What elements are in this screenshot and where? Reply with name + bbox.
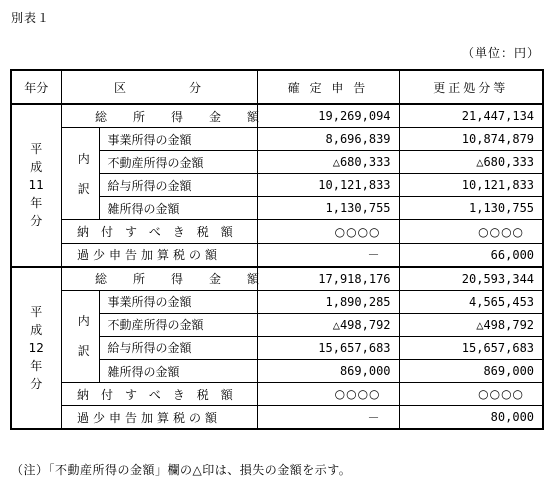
- real-estate-income-label: 不動産所得の金額: [99, 151, 257, 174]
- business-income-filed: 1,890,285: [257, 290, 399, 313]
- total-income-filed: 17,918,176: [257, 267, 399, 291]
- tax-due-filed: ○○○○: [257, 220, 399, 243]
- tax-due-corrected: ○○○○: [399, 383, 543, 406]
- tax-due-corrected: ○○○○: [399, 220, 543, 243]
- salary-income-corrected: 10,121,833: [399, 174, 543, 197]
- tax-due-label: 納付すべき税額: [69, 220, 257, 243]
- year-cell: 平 成 11 年 分: [11, 104, 61, 267]
- business-income-corrected: 4,565,453: [399, 290, 543, 313]
- misc-income-corrected: 869,000: [399, 360, 543, 383]
- business-income-corrected: 10,874,879: [399, 128, 543, 151]
- business-income-label: 事業所得の金額: [99, 128, 257, 151]
- salary-income-corrected: 15,657,683: [399, 336, 543, 359]
- total-income-label: 総所得金額: [69, 104, 257, 128]
- misc-income-label: 雑所得の金額: [99, 197, 257, 220]
- salary-income-label: 給与所得の金額: [99, 336, 257, 359]
- salary-income-filed: 15,657,683: [257, 336, 399, 359]
- real-estate-income-corrected: △498,792: [399, 313, 543, 336]
- business-income-label: 事業所得の金額: [99, 290, 257, 313]
- table-row: [11, 290, 543, 313]
- tax-due-label: 納付すべき税額: [69, 383, 257, 406]
- header-filed: 確 定 申 告: [257, 70, 399, 104]
- table-row: [11, 383, 543, 406]
- table-row: [11, 220, 543, 243]
- total-income-filed: 19,269,094: [257, 104, 399, 128]
- misc-income-filed: 869,000: [257, 360, 399, 383]
- table-row: [11, 128, 543, 151]
- penalty-tax-corrected: 66,000: [399, 243, 543, 267]
- header-row: [11, 70, 543, 104]
- penalty-tax-label: 過少申告加算税の額: [69, 406, 257, 430]
- header-category: 区 分: [61, 70, 257, 104]
- misc-income-filed: 1,130,755: [257, 197, 399, 220]
- table-row: [11, 267, 543, 291]
- tax-due-filed: ○○○○: [257, 383, 399, 406]
- year-cell: 平 成 12 年 分: [11, 267, 61, 430]
- breakdown-label: 内 訳: [69, 128, 99, 220]
- table-row: [11, 406, 543, 430]
- penalty-tax-filed: －: [257, 406, 399, 430]
- real-estate-income-label: 不動産所得の金額: [99, 313, 257, 336]
- table-row: [11, 243, 543, 267]
- misc-income-corrected: 1,130,755: [399, 197, 543, 220]
- footnote: （注）「不動産所得の金額」欄の△印は、損失の金額を示す。: [11, 463, 352, 477]
- unit-label: （単位：円）: [461, 46, 540, 60]
- penalty-tax-filed: －: [257, 243, 399, 267]
- total-income-corrected: 20,593,344: [399, 267, 543, 291]
- penalty-tax-corrected: 80,000: [399, 406, 543, 430]
- income-table: [10, 69, 544, 430]
- header-corrected: 更正処分等: [399, 70, 543, 104]
- real-estate-income-corrected: △680,333: [399, 151, 543, 174]
- penalty-tax-label: 過少申告加算税の額: [69, 243, 257, 267]
- salary-income-filed: 10,121,833: [257, 174, 399, 197]
- misc-income-label: 雑所得の金額: [99, 360, 257, 383]
- document-title: 別表１: [11, 11, 51, 25]
- header-year: 年分: [11, 70, 61, 104]
- real-estate-income-filed: △680,333: [257, 151, 399, 174]
- table-row: [11, 104, 543, 128]
- real-estate-income-filed: △498,792: [257, 313, 399, 336]
- salary-income-label: 給与所得の金額: [99, 174, 257, 197]
- total-income-corrected: 21,447,134: [399, 104, 543, 128]
- business-income-filed: 8,696,839: [257, 128, 399, 151]
- breakdown-label: 内 訳: [69, 290, 99, 382]
- total-income-label: 総所得金額: [69, 267, 257, 291]
